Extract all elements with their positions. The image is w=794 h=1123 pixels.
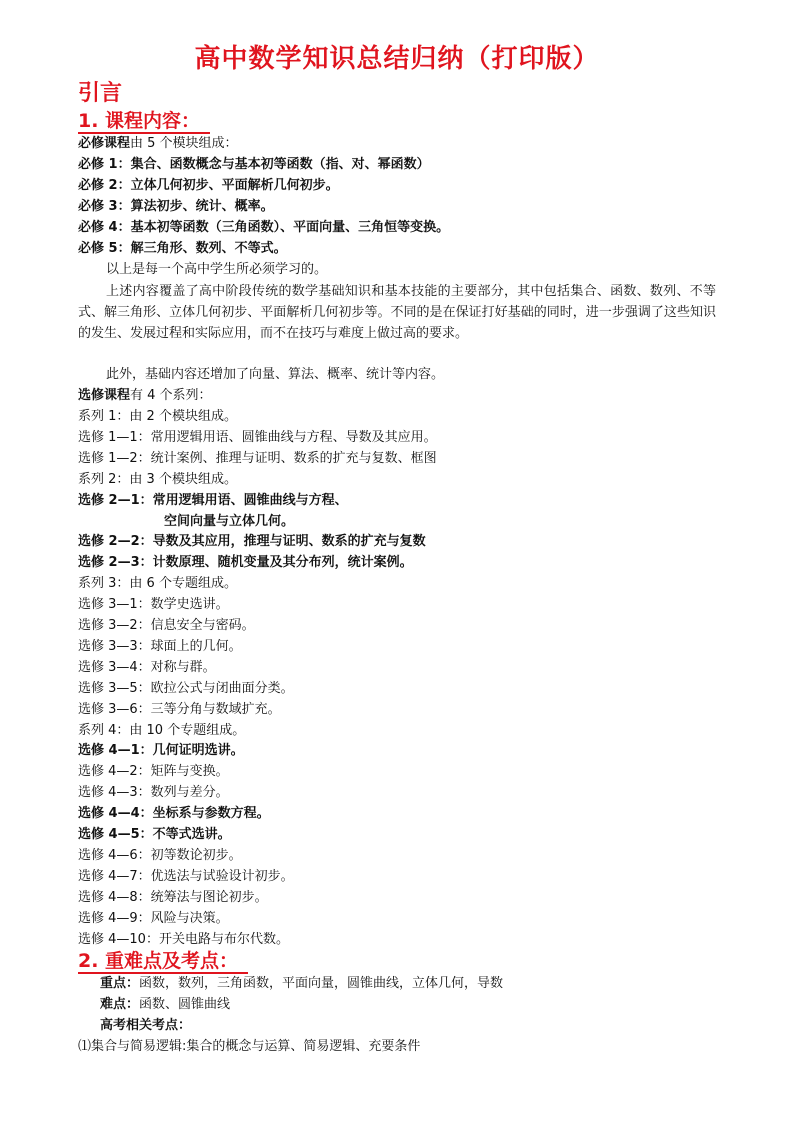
key-points-line: [100, 974, 503, 994]
elective-line: 选修 4—4：坐标系与参数方程。: [78, 806, 270, 821]
elective-line: 系列 3：由 6 个专题组成。: [78, 576, 237, 591]
key-points-text: 函数，数列，三角函数，平面向量，圆锥曲线，立体几何，导数: [139, 976, 504, 991]
required-module-text: 立体几何初步、平面解析几何初步。: [130, 178, 339, 193]
required-module-text: 基本初等函数（三角函数）、平面向量、三角恒等变换。: [130, 220, 450, 235]
elective-line: 选修 4—6：初等数论初步。: [78, 848, 242, 863]
elective-line: 选修 1—1：常用逻辑用语、圆锥曲线与方程、导数及其应用。: [78, 430, 437, 445]
elective-line: 空间向量与立体几何。: [164, 514, 295, 529]
required-module-text: 集合、函数概念与基本初等函数（指、对、幂函数）: [130, 157, 430, 172]
elective-line: 选修 4—7：优选法与试验设计初步。: [78, 869, 294, 884]
required-module-line: [78, 218, 449, 238]
elective-line: 选修 3—5：欧拉公式与闭曲面分类。: [78, 681, 294, 696]
elective-line: 选修 2—2：导数及其应用，推理与证明、数系的扩充与复数: [78, 534, 426, 549]
elective-line: 选修 4—10：开关电路与布尔代数。: [78, 932, 289, 947]
elective-intro: [78, 386, 212, 406]
elective-line: 选修 4—2：矩阵与变换。: [78, 764, 229, 779]
section1-heading: 1. 课程内容：: [78, 110, 210, 134]
required-module-text: 算法初步、统计、概率。: [130, 199, 274, 214]
required-intro-bold: 必修课程: [78, 136, 131, 151]
paragraph-1: 以上是每一个高中学生所必须学习的。: [106, 262, 328, 277]
required-module-line: [78, 197, 274, 217]
elective-line: 选修 3—1：数学史选讲。: [78, 597, 229, 612]
elective-line: 选修 4—5：不等式选讲。: [78, 827, 231, 842]
paragraph-3: 此外，基础内容还增加了向量、算法、概率、统计等内容。: [106, 367, 445, 382]
elective-line: 选修 4—1：几何证明选讲。: [78, 743, 244, 758]
intro-heading: 引言: [78, 81, 123, 106]
exam-point-item: ⑴集合与简易逻辑:集合的概念与运算、简易逻辑、充要条件: [78, 1039, 421, 1054]
paragraph-2: 上述内容覆盖了高中阶段传统的数学基础知识和基本技能的主要部分，其中包括集合、函数、数列、不等式、解三角形、立体几何初步、平面解析几何初步等。不同的是在保证打好基础的同时，进一步强调了这些知识的发生、发展过程和实际应用，而不在技巧与难度上做过高的要求。: [78, 284, 716, 341]
section2-heading: 2. 重难点及考点：: [78, 950, 248, 974]
elective-line: 选修 4—8：统筹法与图论初步。: [78, 890, 268, 905]
elective-intro-rest: 有 4 个系列：: [130, 388, 212, 403]
elective-line: 系列 2：由 3 个模块组成。: [78, 472, 237, 487]
required-module-label: 必修 3：: [78, 199, 131, 214]
elective-line: 选修 3—2：信息安全与密码。: [78, 618, 255, 633]
elective-line: 选修 1—2：统计案例、推理与证明、数系的扩充与复数、框图: [78, 451, 437, 466]
required-module-line: [78, 155, 430, 175]
difficult-points-line: [100, 995, 230, 1015]
required-module-label: 必修 4：: [78, 220, 131, 235]
required-module-label: 必修 1：: [78, 157, 131, 172]
key-points-label: 重点：: [100, 976, 140, 991]
exam-points-label: 高考相关考点：: [100, 1018, 192, 1033]
difficult-points-label: 难点：: [100, 997, 140, 1012]
required-module-line: [78, 176, 339, 196]
elective-line: 选修 2—3：计数原理、随机变量及其分布列，统计案例。: [78, 555, 413, 570]
elective-line: 系列 4：由 10 个专题组成。: [78, 723, 246, 738]
elective-line: 选修 4—3：数列与差分。: [78, 785, 229, 800]
elective-line: 选修 3—6：三等分角与数域扩充。: [78, 702, 281, 717]
required-module-label: 必修 2：: [78, 178, 131, 193]
elective-line: 选修 4—9：风险与决策。: [78, 911, 229, 926]
required-module-text: 解三角形、数列、不等式。: [130, 241, 287, 256]
elective-line: 选修 3—4：对称与群。: [78, 660, 216, 675]
required-module-label: 必修 5：: [78, 241, 131, 256]
required-module-line: [78, 239, 287, 259]
elective-intro-bold: 选修课程: [78, 388, 131, 403]
elective-line: 系列 1：由 2 个模块组成。: [78, 409, 237, 424]
document-title: 高中数学知识总结归纳（打印版）: [194, 44, 600, 74]
difficult-points-text: 函数、圆锥曲线: [139, 997, 231, 1012]
elective-line: 选修 2—1：常用逻辑用语、圆锥曲线与方程、: [78, 493, 348, 508]
elective-line: 选修 3—3：球面上的几何。: [78, 639, 242, 654]
required-intro: [78, 134, 238, 154]
required-intro-rest: 由 5 个模块组成：: [130, 136, 238, 151]
